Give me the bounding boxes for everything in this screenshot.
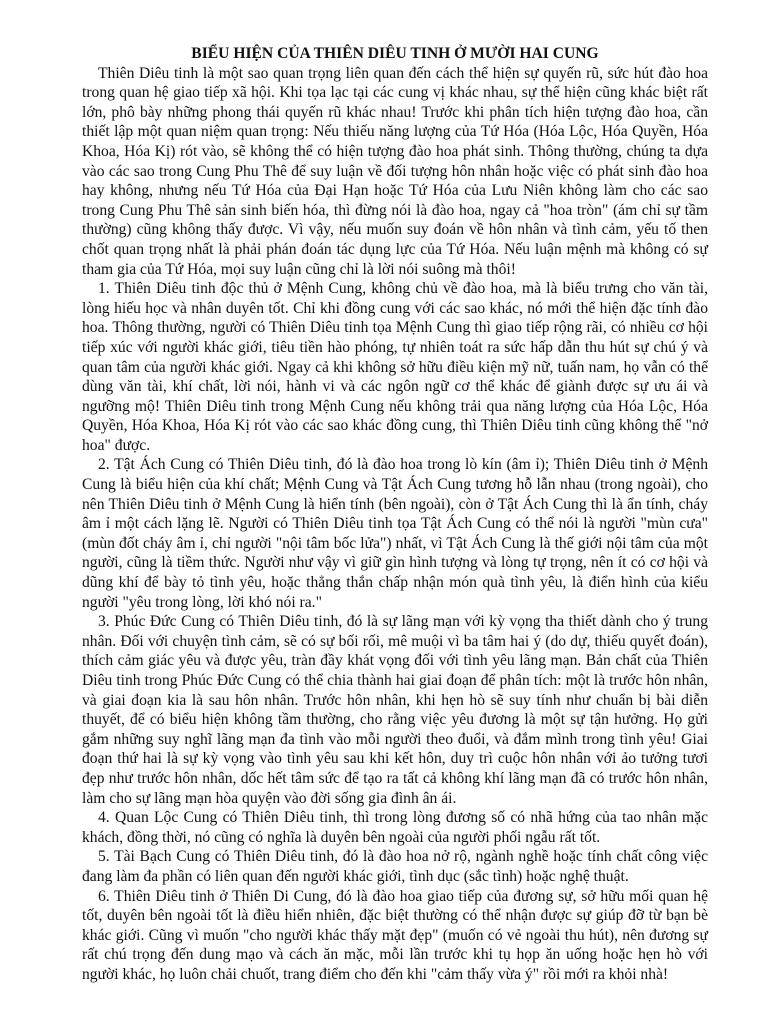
document-title: BIỂU HIỆN CỦA THIÊN DIÊU TINH Ở MƯỜI HAI CUNG (191, 45, 599, 62)
paragraph-4-quan-loc-cung: 4. Quan Lộc Cung có Thiên Diêu tinh, thì trong lòng đương số có nhã hứng của tao nhân mặc khách, đồng thời, nó cũng có nghĩa là duyên bên ngoài của người phối ngẫu rất tốt. (82, 809, 708, 846)
paragraph-1-menh-cung: 1. Thiên Diêu tinh độc thủ ở Mệnh Cung, không chủ về đào hoa, mà là biểu trưng cho văn tài, lòng hiếu học và nhân duyên tốt. Chỉ khi đồng cung với các sao khác, nó mới thể hiện đặc tính đào hoa. Thông thường, người có Thiên Diêu tinh tọa Mệnh Cung thì giao tiếp rộng rãi, có nhiều cơ hội tiếp xúc với người khác giới, tiêu tiền hào phóng, tự nhiên toát ra sức hấp dẫn thu hút sự chú ý và quan tâm của người khác giới. Ngay cả khi không sở hữu điều kiện mỹ nữ, tuấn nam, họ vẫn có thể dùng văn tài, khí chất, lời nói, hành vi và các ngôn ngữ cơ thể khác để giành được sự ưu ái và ngưỡng mộ! Thiên Diêu tinh trong Mệnh Cung nếu không trải qua năng lượng của Hóa Lộc, Hóa Quyền, Hóa Khoa, Hóa Kị rót vào các sao khác đồng cung, thì Thiên Diêu tinh cũng không thể "nở hoa" được. (82, 280, 708, 454)
intro-paragraph: Thiên Diêu tinh là một sao quan trọng liên quan đến cách thể hiện sự quyến rũ, sức hút đào hoa trong quan hệ giao tiếp xã hội. Khi tọa lạc tại các cung vị khác nhau, sự thể hiện cũng khác biệt rất lớn, phô bày những phong thái quyến rũ khác nhau! Trước khi phân tích hiện tượng đào hoa, cần thiết lập một quan niệm quan trọng: Nếu thiếu năng lượng của Tứ Hóa (Hóa Lộc, Hóa Quyền, Hóa Khoa, Hóa Kị) rót vào, sẽ không thể có hiện tượng đào hoa phát sinh. Thông thường, chúng ta dựa vào các sao trong Cung Phu Thê để suy luận về đối tượng hôn nhân hoặc việc có phát sinh đào hoa hay không, nhưng nếu Tứ Hóa của Đại Hạn hoặc Tứ Hóa của Lưu Niên không làm cho các sao trong Cung Phu Thê sản sinh biến hóa, thì đừng nói là đào hoa, ngay cả "hoa tròn" (ám chỉ sự tầm thường) cũng không thấy được. Vì vậy, nếu muốn suy đoán về hôn nhân và tình cảm, yếu tố then chốt quan trọng nhất là phải phán đoán tác dụng lực của Tứ Hóa. Nếu luận mệnh mà không có sự tham gia của Tứ Hóa, mọi suy luận cũng chỉ là lời nói suông mà thôi! (82, 64, 708, 278)
paragraph-6-thien-di-cung: 6. Thiên Diêu tinh ở Thiên Di Cung, đó là đào hoa giao tiếp của đương sự, sở hữu mối quan hệ tốt, duyên bên ngoài tốt là điều hiển nhiên, đặc biệt thường có thể nhận được sự giúp đỡ từ bạn bè khác giới. Cũng vì muốn "cho người khác thấy mặt đẹp" (muốn có vẻ ngoài thu hút), nên đương sự rất chú trọng đến dung mạo và cách ăn mặc, mỗi lần trước khi tụ họp ăn uống hoặc hẹn hò với người khác, họ luôn chải chuốt, trang điểm cho đến khi "cảm thấy vừa ý" rồi mới ra khỏi nhà! (82, 887, 708, 983)
paragraph-2-tat-ach-cung: 2. Tật Ách Cung có Thiên Diêu tinh, đó là đào hoa trong lò kín (âm ỉ); Thiên Diêu tinh ở Mệnh Cung là biểu hiện của khí chất; Mệnh Cung và Tật Ách Cung tương hỗ lẫn nhau (trong ngoài), cho nên Thiên Diêu tinh ở Mệnh Cung là hiển tính (bên ngoài), còn ở Tật Ách Cung thì là ẩn tính, cháy âm ỉ một cách lặng lẽ. Người có Thiên Diêu tinh tọa Tật Ách Cung có thể nói là người "mùn cưa" (mùn đốt cháy âm ỉ, chỉ người "nội tâm bốc lửa") nhất, vì Tật Ách Cung là thế giới nội tâm của một người, cũng là tiềm thức. Người như vậy vì giữ gìn hình tượng và lòng tự trọng, nên ít có cơ hội và dũng khí để bày tỏ tình yêu, hoặc thẳng thắn chấp nhận món quà tình yêu, là điển hình của kiểu người "yêu trong lòng, lời khó nói ra." (82, 456, 708, 611)
paragraph-5-tai-bach-cung: 5. Tài Bạch Cung có Thiên Diêu tinh, đó là đào hoa nở rộ, ngành nghề hoặc tính chất công việc đang làm đa phần có liên quan đến người khác giới, tình dục (sắc tình) hoặc nghệ thuật. (82, 848, 708, 885)
paragraph-3-phuc-duc-cung: 3. Phúc Đức Cung có Thiên Diêu tinh, đó là sự lãng mạn với kỳ vọng tha thiết dành cho ý trung nhân. Đối với chuyện tình cảm, sẽ có sự bối rối, mê muội vì ba tâm hai ý (do dự, thiếu quyết đoán), thích cảm giác yêu và được yêu, tràn đầy khát vọng đối với tình yêu lãng mạn. Bản chất của Thiên Diêu tinh trong Phúc Đức Cung có thể chia thành hai giai đoạn để phân tích: một là trước hôn nhân, và giai đoạn kia là sau hôn nhân. Trước hôn nhân, khi hẹn hò sẽ suy tính như chuẩn bị bài diễn thuyết, để có biểu hiện không tầm thường, cho rằng việc yêu đương là một sự tận hưởng. Họ gửi gắm những suy nghĩ lãng mạn đa tình vào mỗi người theo đuổi, và đắm mình trong tình yêu! Giai đoạn thứ hai là sự kỳ vọng vào tình yêu sau khi kết hôn, duy trì cuộc hôn nhân với ảo tưởng tươi đẹp như trước hôn nhân, dốc hết tâm sức để tạo ra tất cả không khí lãng mạn đã có trước hôn nhân, làm cho sự lãng mạn hòa quyện vào đời sống gia đình ân ái. (82, 613, 708, 807)
document-page (82, 44, 708, 985)
